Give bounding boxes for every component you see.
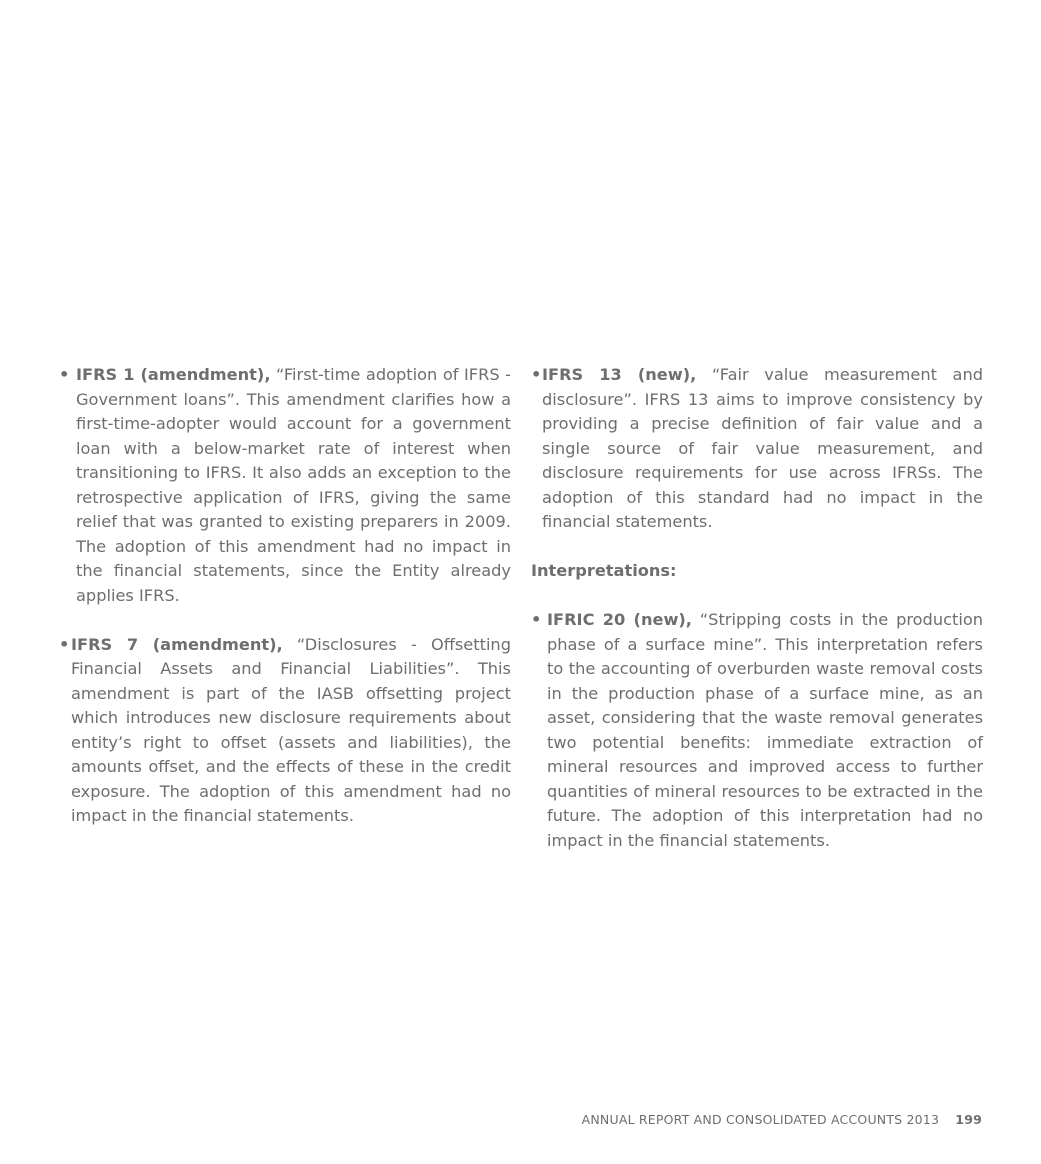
list-item: [59, 363, 511, 608]
bullet-icon: •: [531, 610, 542, 629]
page-footer: [582, 1112, 982, 1127]
bullet-icon: •: [59, 365, 70, 384]
item-term: IFRS 1 (amendment),: [76, 365, 271, 384]
item-text: “Disclosures - Offsetting Financial Assets and Financial Liabilities”. This amendment is part of the IASB offsetting project which introduces new disclosure requirements about entity’s right to offset (assets and liabilities), the amounts offset, and the effects of these in the credit exposure. The adoption of this amendment had no impact in the financial statements.: [71, 634, 511, 825]
bullet-icon: •: [531, 365, 542, 384]
item-term: IFRS 13 (new),: [542, 365, 697, 384]
item-term: IFRIC 20 (new),: [547, 610, 692, 629]
item-text: “Fair value measurement and disclosure”. IFRS 13 aims to improve consistency by providing a precise definition of fair value and a single source of fair value measurement, and disclosure requirements for use across IFRSs. The adoption of this standard had no impact in the financial statements.: [542, 365, 984, 531]
left-column: [59, 363, 511, 829]
section-heading: Interpretations:: [531, 561, 677, 580]
list-item: [531, 363, 983, 535]
footer-title: ANNUAL REPORT AND CONSOLIDATED ACCOUNTS 2013: [581, 1112, 940, 1127]
list-item: [531, 608, 983, 853]
item-text: “First-time adoption of IFRS - Government loans”. This amendment clarifies how a first-time-adopter would account for a government loan with a below-market rate of interest when transitioning to IFRS. It also adds an exception to the retrospective application of IFRS, giving the same relief that was granted to existing preparers in 2009. The adoption of this amendment had no impact in the financial statements, since the Entity already applies IFRS.: [76, 365, 511, 605]
bullet-icon: •: [59, 634, 70, 654]
item-term: IFRS 7 (amendment),: [71, 634, 283, 654]
page-number: 199: [955, 1112, 982, 1127]
right-column: [531, 363, 983, 853]
item-text: “Stripping costs in the production phase of a surface mine”. This interpretation refers to the accounting of overburden waste removal costs in the production phase of a surface mine, as an asset, considering that the waste removal generates two potential benefits: immediate extraction of mineral resources and improved access to further quantities of mineral resources to be extracted in the future. The adoption of this interpretation had no impact in the financial statements.: [547, 610, 983, 850]
list-item: [59, 633, 511, 829]
